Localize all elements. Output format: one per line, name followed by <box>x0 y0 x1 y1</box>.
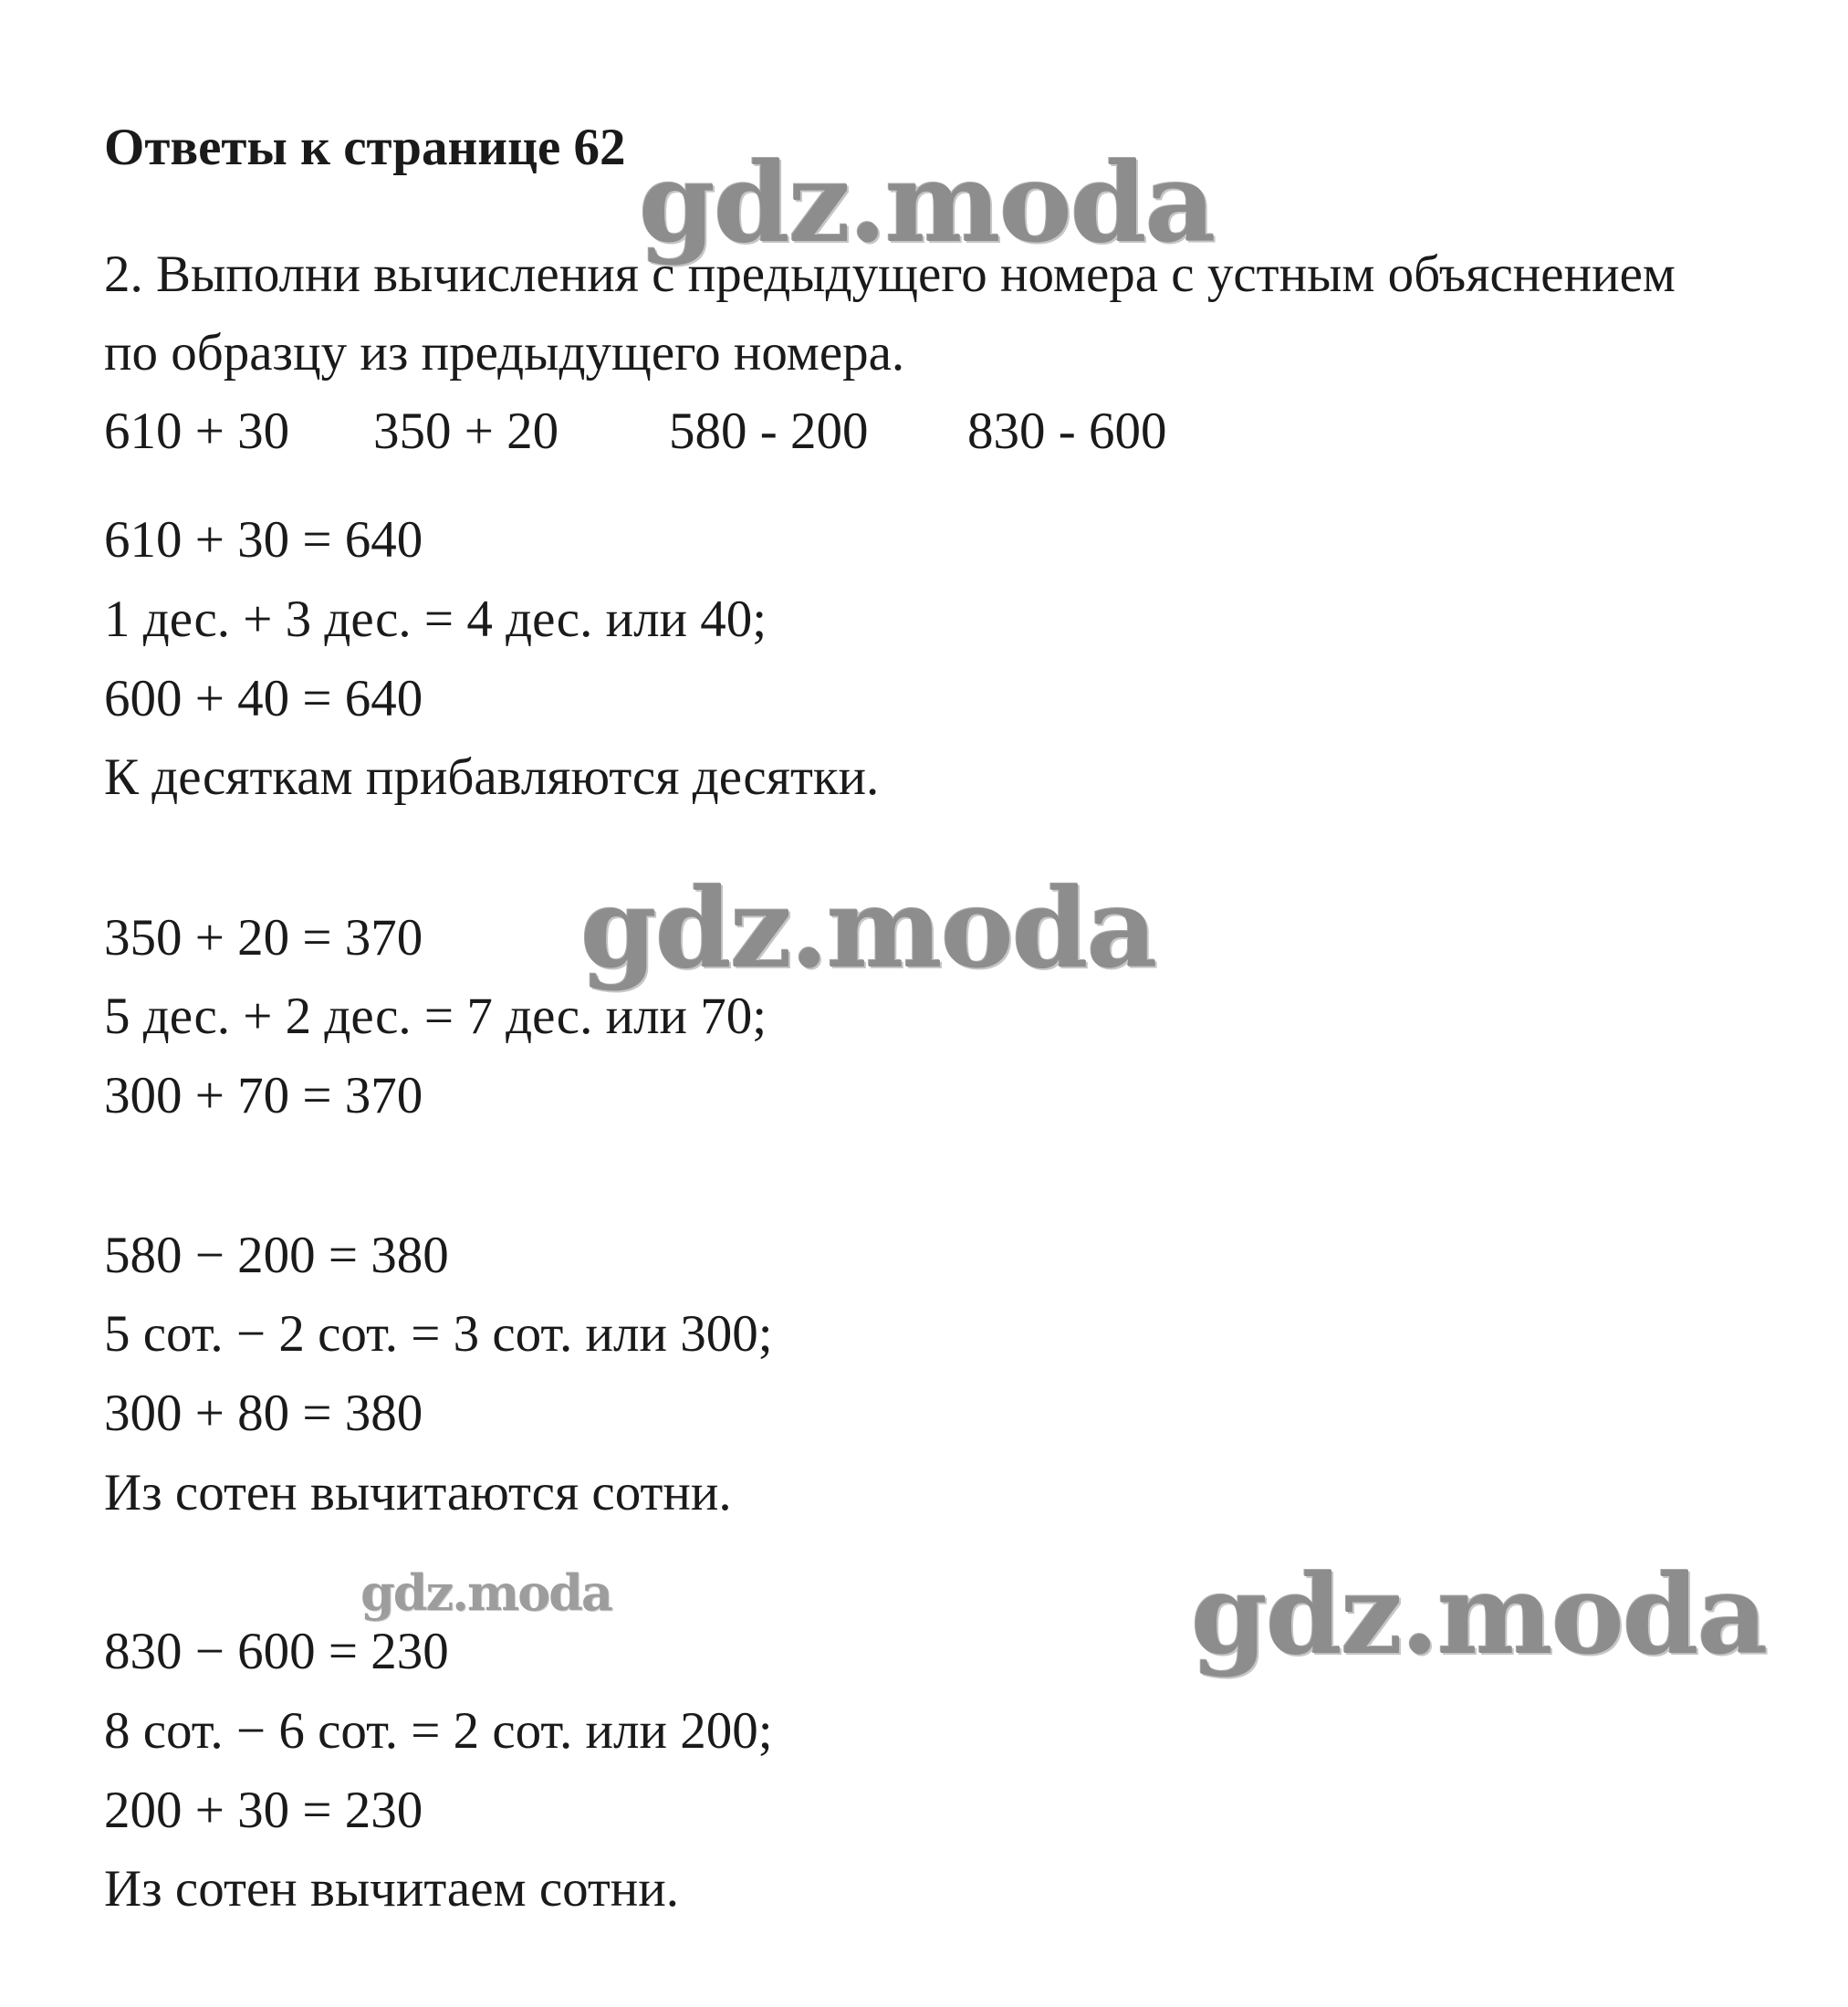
solution-line: 600 + 40 = 640 <box>104 670 423 727</box>
solution-line: Из сотен вычитаем сотни. <box>104 1860 680 1918</box>
solution-line: Из сотен вычитаются сотни. <box>104 1464 732 1521</box>
solution-line: 610 + 30 = 640 <box>104 511 423 569</box>
task-expression: 580 - 200 <box>669 402 869 460</box>
watermark-logo: gdz.moda <box>1191 1551 1767 1679</box>
watermark-logo: gdz.moda <box>580 864 1156 993</box>
task-expression: 350 + 20 <box>373 402 559 460</box>
solution-line: 300 + 70 = 370 <box>104 1067 423 1124</box>
solution-line: 1 дес. + 3 дес. = 4 дес. или 40; <box>104 591 767 648</box>
watermark-logo: gdz.moda <box>639 139 1215 267</box>
task-expression: 830 - 600 <box>967 402 1167 460</box>
task-text: по образцу из предыдущего номера. <box>104 324 905 382</box>
solution-line: 830 − 600 = 230 <box>104 1623 449 1680</box>
watermark-logo: gdz.moda <box>360 1563 611 1622</box>
task-expression: 610 + 30 <box>104 402 290 460</box>
page-title: Ответы к странице 62 <box>104 119 626 176</box>
solution-line: К десяткам прибавляются десятки. <box>104 748 880 806</box>
solution-line: 580 − 200 = 380 <box>104 1227 449 1284</box>
solution-line: 300 + 80 = 380 <box>104 1385 423 1442</box>
solution-line: 5 сот. − 2 сот. = 3 сот. или 300; <box>104 1305 773 1363</box>
solution-line: 5 дес. + 2 дес. = 7 дес. или 70; <box>104 988 767 1045</box>
solution-line: 8 сот. − 6 сот. = 2 сот. или 200; <box>104 1702 773 1760</box>
task-text: 2. Выполни вычисления с предыдущего номера с устным объяснением <box>104 246 1676 303</box>
solution-line: 200 + 30 = 230 <box>104 1782 423 1839</box>
solution-line: 350 + 20 = 370 <box>104 909 423 967</box>
